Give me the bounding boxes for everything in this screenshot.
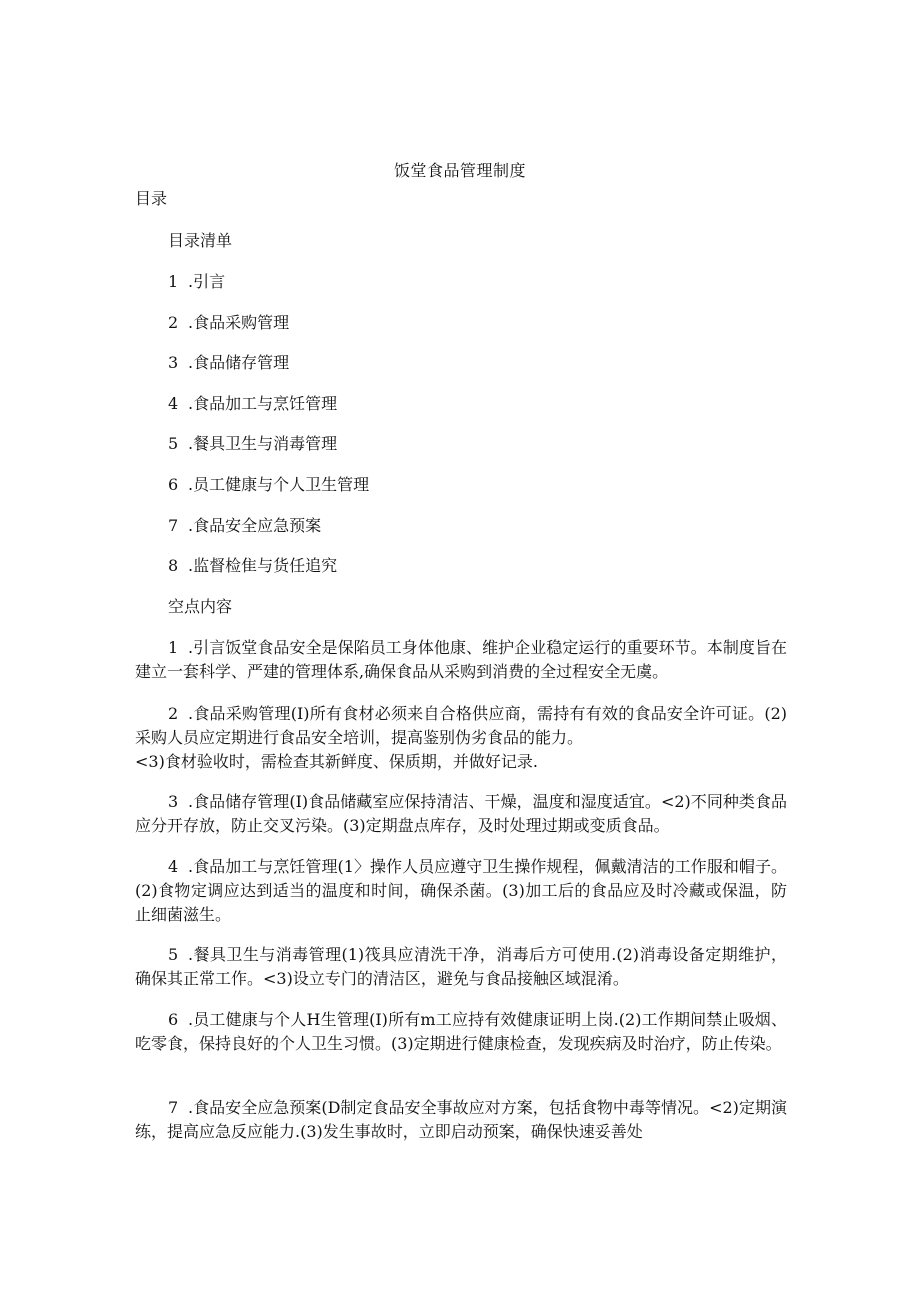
section-number: 4	[168, 857, 179, 876]
section-number: 1	[168, 638, 179, 657]
section-text: .食品加工与烹饪管理(1〉操作人员应遵守卫生操作规程，佩戴清洁的工作服和帽子。(2)食物定调应达到适当的温度和时间，确保杀菌。(3)加工后的食品应及时冷藏或保温，防止细菌滋生。	[135, 857, 787, 924]
toc-item-number: 8	[168, 556, 179, 576]
section-text: .员工健康与个人H生管理(I)所有m工应持有效健康证明上岗.(2)工作期间禁止吸烟、吃零食，保持良好的个人卫生习惯。(3)定期进行健康检查，发现疾病及时治疗，防止传染。	[135, 1010, 787, 1053]
section-paragraph	[135, 1008, 787, 1056]
toc-item	[168, 352, 369, 393]
section-text: .食品储存管理(I)食品储藏室应保持清洁、干燥，温度和湿度适宜。<2)不同种类食品应分开存放，防止交叉污染。(3)定期盘点库存，及时处理过期或变质食品。	[135, 792, 787, 835]
toc-item-text: .食品安全应急预案	[188, 515, 322, 535]
toc-item-number: 2	[168, 312, 179, 332]
section-number: 7	[168, 1098, 179, 1117]
content-heading: 空点内容	[168, 597, 233, 616]
toc-item-text: .餐具卫生与消毒管理	[188, 434, 338, 454]
toc-item-text: .员工健康与个人卫生管理	[188, 474, 370, 494]
toc-item-text: .食品加工与烹饪管理	[188, 393, 338, 413]
section-number: 6	[168, 1010, 179, 1029]
section-text: .引言饭堂食品安全是保陷员工身体他康、维护企业稳定运行的重要环节。本制度旨在建立一套科学、严建的管理体系,确保食品从采购到消费的全过程安全无虞。	[135, 638, 787, 681]
toc-item-text: .监督检隹与货任追究	[188, 556, 338, 576]
toc-subheading: 目录清单	[168, 231, 233, 250]
toc-item	[168, 393, 369, 434]
section-text: .食品采购管理(I)所有食材必须来自合格供应商，需持有有效的食品安全许可证。(2)采购人员应定期进行食品安全培训，提高鉴别伪劣食品的能力。	[135, 704, 787, 747]
section-paragraph	[135, 790, 787, 838]
section-number: 2	[168, 704, 179, 723]
table-of-contents	[168, 271, 369, 596]
toc-item-text: .食品采购管理	[188, 312, 290, 332]
toc-item-text: .食品储存管理	[188, 353, 290, 373]
section-paragraph	[135, 1096, 787, 1144]
toc-item	[168, 474, 369, 515]
toc-item-number: 4	[168, 393, 179, 413]
toc-item-number: 1	[168, 272, 179, 291]
toc-item-number: 7	[168, 515, 179, 535]
document-title: 饭堂食品管理制度	[393, 161, 526, 180]
section-number: 5	[168, 945, 179, 964]
section-paragraph	[135, 943, 787, 991]
section-text-continuation: <3)食材验收时，需检查其新鲜度、保质期，并做好记录.	[135, 752, 538, 771]
toc-item	[168, 515, 369, 556]
section-number: 3	[168, 792, 179, 811]
toc-item-text: .引言	[188, 272, 226, 291]
section-text: .食品安全应急预案(D制定食品安全事故应对方案，包括食物中毒等情况。<2)定期演练，提高应急反应能力.(3)发生事故时，立即启动预案，确保快速妥善处	[135, 1098, 787, 1141]
toc-item	[168, 312, 369, 353]
toc-item-number: 5	[168, 434, 179, 454]
section-paragraph	[135, 702, 787, 774]
toc-item	[168, 271, 369, 312]
toc-item-number: 6	[168, 474, 179, 494]
section-paragraph	[135, 855, 787, 927]
section-text: .餐具卫生与消毒管理(1)筏具应清洗干净，消毒后方可使用.(2)消毒设备定期维护，确保其正常工作。<3)设立专门的清洁区，避免与食品接触区域混淆。	[135, 945, 787, 988]
toc-item-number: 3	[168, 353, 179, 373]
toc-item	[168, 555, 369, 596]
section-paragraph	[135, 636, 787, 684]
toc-heading: 目录	[135, 189, 168, 208]
toc-item	[168, 433, 369, 474]
